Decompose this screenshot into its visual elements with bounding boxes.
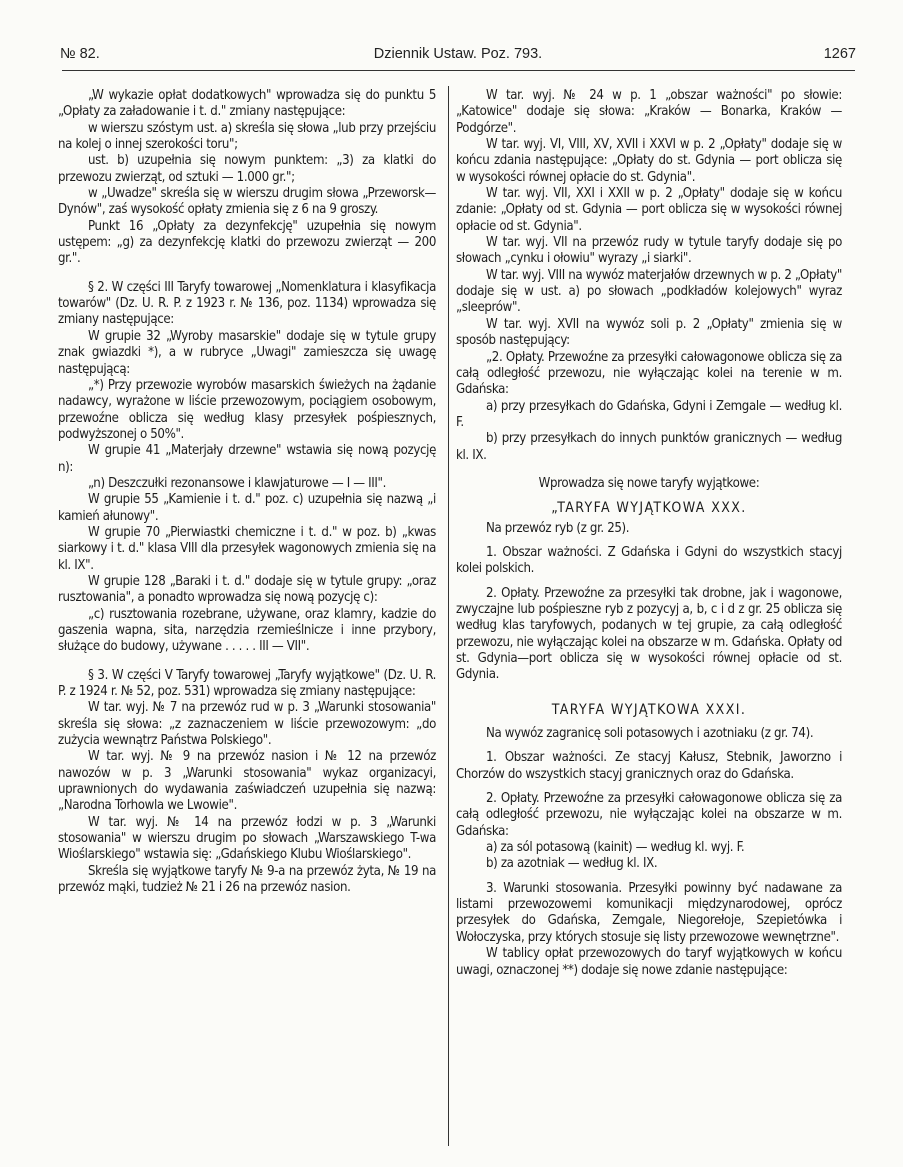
paragraph: W tar. wyj. № 24 w p. 1 „obszar ważności" po słowie: „Katowice" dodaje się słowa: „Kraków — Bonarka, Kraków — Podgórze". (456, 88, 842, 136)
paragraph: w „Uwadze" skreśla się w wierszu drugim słowa „Przeworsk—Dynów", zaś wysokość opłaty zmienia się z 6 na 9 groszy. (58, 186, 436, 218)
paragraph: 2. Opłaty. Przewoźne za przesyłki tak drobne, jak i wagonowe, zwyczajne lub pośpieszne ryb z pozycyj a, b, c i d z gr. 25 oblicza się według klas taryfowych, podanych w tej grupie, za całą odległość przewozu, nie wyłączając kolei na obszarze w m. Gdańska. Opłaty od st. Gdynia—port oblicza się w wysokości równej opłacie od st. Gdynia. (456, 585, 842, 683)
section-3-heading: § 3. W części V Taryfy towarowej „Taryfy wyjątkowe" (Dz. U. R. P. z 1924 r. № 52, poz. 531) wprowadza się zmiany następujące: (58, 667, 436, 700)
paragraph: b) przy przesyłkach do innych punktów granicznych — według kl. IX. (456, 431, 842, 463)
paragraph: b) za azotniak — według kl. IX. (486, 856, 658, 872)
tariff-xxx-title: „TARYFA WYJĄTKOWA XXX. (551, 500, 747, 517)
paragraph: W tar. wyj. № 7 na przewóz rud w p. 3 „Warunki stosowania" skreśla się słowa: „z zaznaczeniem w liście przewozowym: „do zużycia wewnątrz Państwa Polskiego". (58, 700, 436, 749)
paragraph: W tar. wyj. VI, VIII, XV, XVII i XXVI w p. 2 „Opłaty" dodaje się w końcu zdania następujące: „Opłaty do st. Gdynia — port oblicza się w wysokości równej opłacie do st. Gdynia". (456, 137, 842, 185)
new-tariffs-intro: Wprowadza się nowe taryfy wyjątkowe: (538, 475, 760, 491)
paragraph: W grupie 70 „Pierwiastki chemiczne i t. d." w poz. b) „kwas siarkowy i t. d." klasa VIII dla przesyłek wagonowych zmienia się na kl. IX". (58, 524, 436, 573)
paragraph: W grupie 41 „Materjały drzewne" wstawia się nową pozycję n): (58, 443, 436, 475)
issue-number: № 82. (60, 46, 100, 62)
paragraph: W tablicy opłat przewozowych do taryf wyjątkowych w końcu uwagi, oznaczonej **) dodaje się nowe zdanie następujące: (456, 946, 842, 978)
paragraph: 2. Opłaty. Przewoźne za przesyłki całowagonowe oblicza się za całą odległość przewozu, nie wyłączając kolei na obszarze w m. Gdańska: (456, 791, 842, 839)
page-number: 1267 (823, 46, 856, 62)
paragraph: ust. b) uzupełnia się nowym punktem: „3) za klatki do przewozu zwierząt, od sztuki — 1.000 gr."; (58, 153, 436, 185)
paragraph: W tar. wyj. № 14 na przewóz łodzi w p. 3 „Warunki stosowania" w wierszu drugim po słowach „Warszawskiego T-wa Wioślarskiego" wstawia się: „Gdańskiego Klubu Wioślarskiego". (58, 814, 436, 863)
column-divider (448, 86, 449, 1146)
header-rule (62, 70, 855, 71)
paragraph: W tar. wyj. № 9 na przewóz nasion i № 12 na przewóz nawozów w p. 3 „Warunki stosowania" wykaz organizacyi, uprawnionych do wydawania zaświadczeń uzupełnia się nazwą: „Narodna Torhowla we Lwowie". (58, 749, 436, 814)
paragraph: W grupie 55 „Kamienie i t. d." poz. c) uzupełnia się nazwą „i kamień ałunowy". (58, 492, 436, 524)
paragraph: „*) Przy przewozie wyrobów masarskich świeżych na żądanie nadawcy, wyrażone w liście przewozowym, pociągiem osobowym, przewoźne oblicza się według klasy przesyłek pośpiesznych, podwyższonej o 50%". (58, 377, 436, 442)
paragraph: 3. Warunki stosowania. Przesyłki powinny być nadawane za listami przewozowemi komunikacji międzynarodowej, oprócz przesyłek do Gdańska, Zemgale, Niegorełoje, Szepietówka i Wołoczyska, przy których stosuje się listy przewozowe wewnętrzne". (456, 880, 842, 945)
paragraph: Punkt 16 „Opłaty za dezynfekcję" uzupełnia się nowym ustępem: „g) za dezynfekcję klatki do przewozu zwierząt — 200 gr.". (58, 218, 436, 267)
paragraph: „W wykazie opłat dodatkowych" wprowadza się do punktu 5 „Opłaty za załadowanie i t. d." zmiany następujące: (58, 88, 436, 120)
paragraph: W tar. wyj. VII na przewóz rudy w tytule taryfy dodaje się po słowach „cynku i ołowiu" wyrazy „i siarki". (456, 235, 842, 267)
paragraph: W tar. wyj. VII, XXI i XXII w p. 2 „Opłaty" dodaje się w końcu zdanie: „Opłaty od st. Gdynia — port oblicza się w wysokości równej opłacie od st. Gdynia". (456, 186, 842, 234)
paragraph: a) za sól potasową (kainit) — według kl. wyj. F. (486, 840, 745, 856)
paragraph: a) przy przesyłkach do Gdańska, Gdyni i Zemgale — według kl. F. (456, 398, 842, 430)
paragraph: 1. Obszar ważności. Z Gdańska i Gdyni do wszystkich stacyj kolei polskich. (456, 544, 842, 577)
section-2-heading: § 2. W części III Taryfy towarowej „Nomenklatura i klasyfikacja towarów" (Dz. U. R. P. z 1923 r. № 136, poz. 1134) wprowadza się zmiany następujące: (58, 279, 436, 328)
paragraph: W tar. wyj. VIII na wywóz materjałów drzewnych w p. 2 „Opłaty" dodaje się w ust. a) po słowach „podkładów kolejowych" wyraz „sleeprów". (456, 267, 842, 316)
paragraph: „c) rusztowania rozebrane, używane, oraz klamry, kadzie do gaszenia wapna, sita, narzędzia rzemieślnicze i inne przybory, służące do budowy, używane . . . . . III — VII". (58, 606, 436, 655)
paragraph: „2. Opłaty. Przewoźne za przesyłki całowagonowe oblicza się za całą odległość przewozu, nie wyłączając kolei na terenie w m. Gdańska: (456, 349, 842, 398)
paragraph: Skreśla się wyjątkowe taryfy № 9-a na przewóz żyta, № 19 na przewóz mąki, tudzież № 21 i 26 na przewóz nasion. (58, 863, 436, 896)
paragraph: 1. Obszar ważności. Ze stacyj Kałusz, Stebnik, Jaworzno i Chorzów do wszystkich stacyj granicznych oraz do Gdańska. (456, 750, 842, 782)
paragraph: W tar. wyj. XVII na wywóz soli p. 2 „Opłaty" zmienia się w sposób następujący: (456, 316, 842, 349)
paragraph: Na wywóz zagranicę soli potasowych i azotniaku (z gr. 74). (486, 726, 814, 742)
journal-title: Dziennik Ustaw. Poz. 793. (373, 46, 543, 62)
right-column (456, 88, 842, 979)
paragraph: Na przewóz ryb (z gr. 25). (486, 520, 630, 536)
paragraph: „n) Deszczułki rezonansowe i klawjaturowe — I — III". (88, 475, 387, 491)
left-column (58, 88, 436, 897)
paragraph: W grupie 128 „Baraki i t. d." dodaje się w tytule grupy: „oraz rusztowania", a ponadto wprowadza się nową pozycję c): (58, 573, 436, 606)
paragraph: W grupie 32 „Wyroby masarskie" dodaje się w tytule grupy znak gwiazdki *), a w rubryce „Uwagi" zamieszcza się uwagę następującą: (58, 328, 436, 377)
tariff-xxxi-title: TARYFA WYJĄTKOWA XXXI. (551, 701, 747, 718)
paragraph: w wierszu szóstym ust. a) skreśla się słowa „lub przy przejściu na kolej o innej szerokości toru"; (58, 120, 436, 153)
page-header (60, 46, 856, 66)
